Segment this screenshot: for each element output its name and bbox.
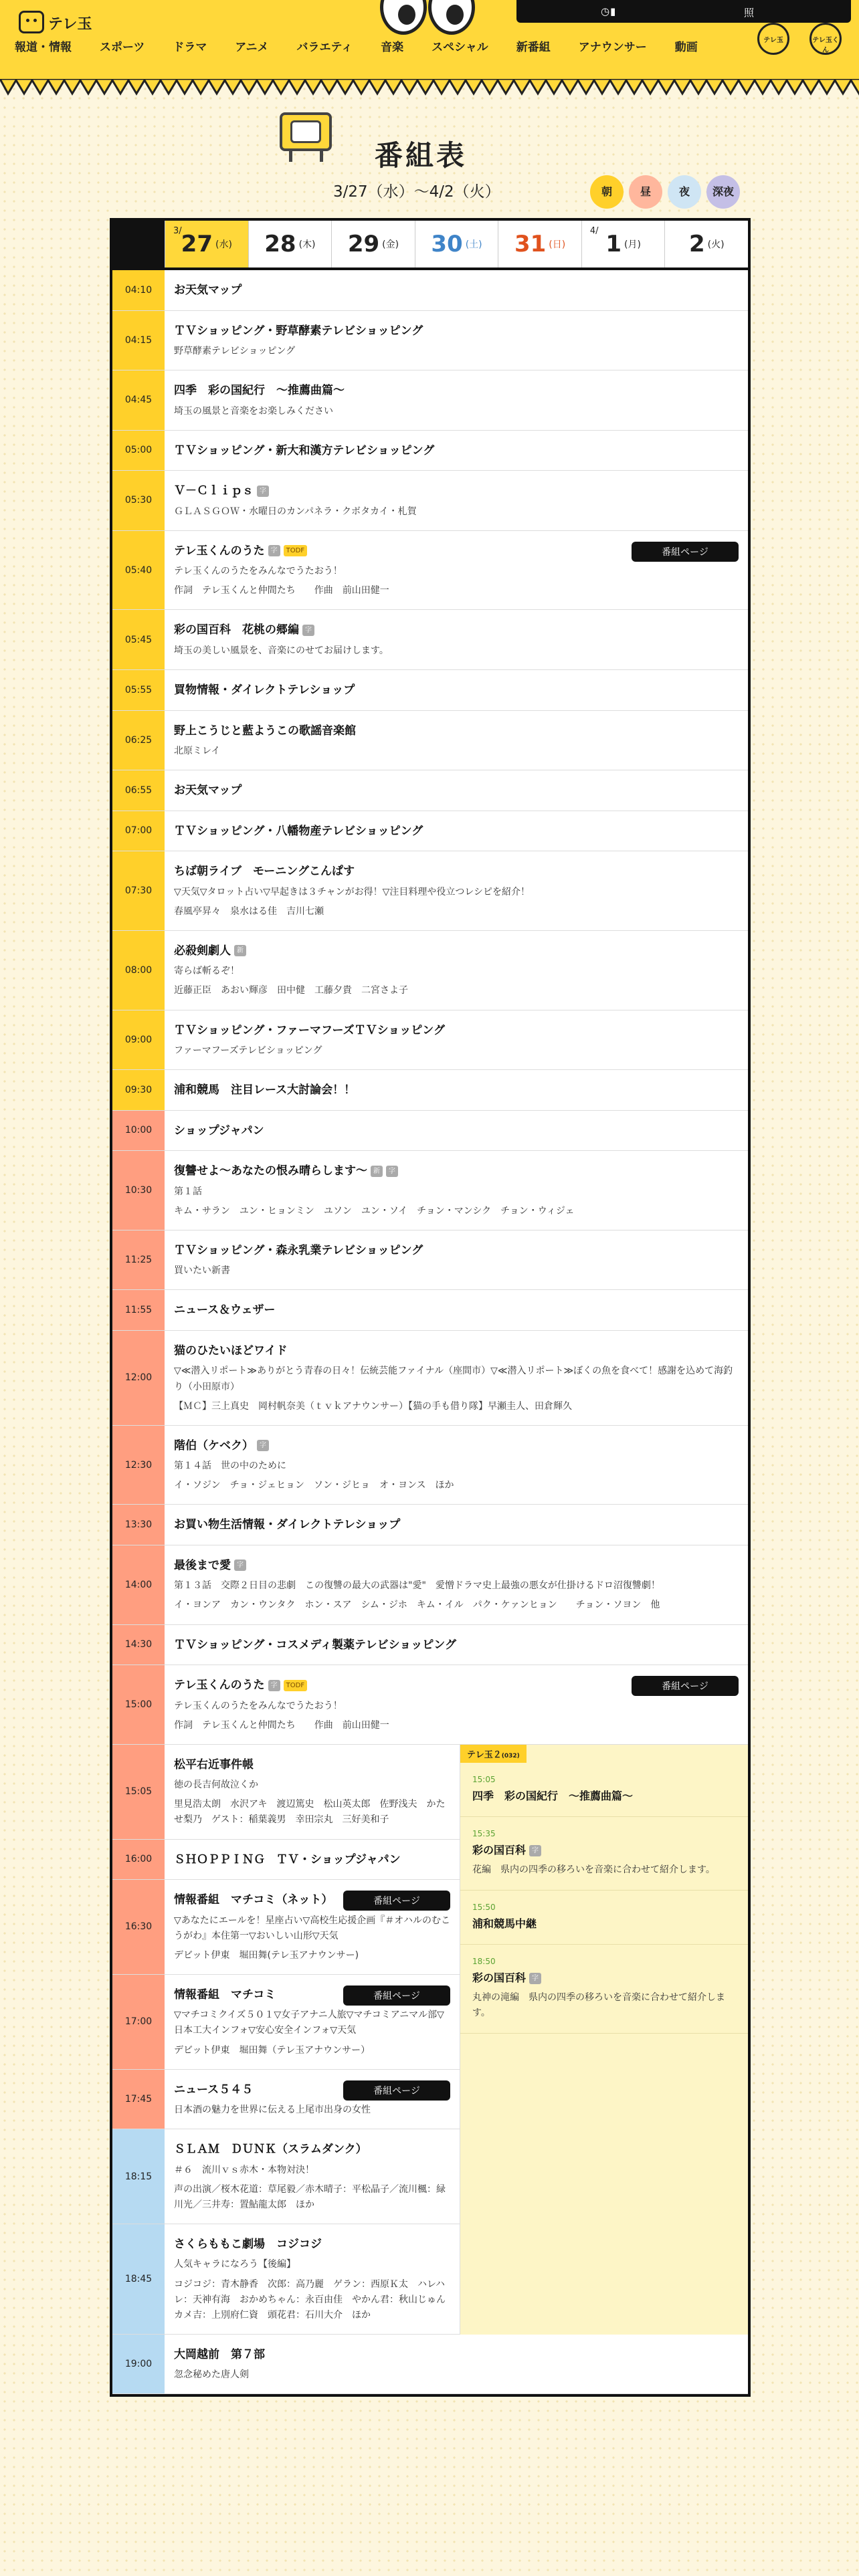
main-channel-column [112, 1745, 460, 2335]
program-row [112, 1665, 748, 1745]
program-title[interactable]: Ｖ－Ｃｌｉｐｓ 字 [174, 483, 739, 500]
program-row [112, 471, 748, 531]
nav-item[interactable]: 新番組 [516, 41, 551, 54]
program-cell[interactable] [165, 1505, 748, 1545]
tele2-header: テレ玉２(032) [460, 1745, 527, 1763]
teletama-round-link[interactable]: テレ玉 [757, 23, 789, 55]
program-title[interactable]: お買い物生活情報・ダイレクトテレショップ [174, 1518, 401, 1532]
program-row [112, 1426, 748, 1505]
program-desc: 近藤正臣 あおい輝彦 田中健 工藤夕貴 二宮さよ子 [174, 985, 408, 996]
program-time: 10:30 [112, 1151, 165, 1230]
program-row [112, 1230, 748, 1291]
tele2-title[interactable]: 彩の国百科 字 [472, 1842, 736, 1858]
nav-item[interactable]: 動画 [674, 41, 698, 54]
program-cell[interactable] [165, 531, 748, 610]
program-desc: 春風亭昇々 泉水はる佳 吉川七瀬 [174, 905, 324, 917]
program-row [112, 1840, 460, 1881]
program-badge: TODF [284, 1680, 307, 1691]
tele2-time: 15:35 [472, 1828, 496, 1838]
program-cell[interactable] [165, 1975, 460, 2069]
program-cell[interactable] [165, 811, 748, 851]
program-time: 18:45 [112, 2224, 165, 2334]
tele2-time: 15:50 [472, 1902, 496, 1912]
day-number: 30 [431, 231, 463, 257]
day-selector [112, 221, 748, 270]
program-row [112, 2129, 460, 2224]
program-cell[interactable] [165, 1151, 748, 1230]
program-badge: 字 [268, 1680, 280, 1691]
program-time: 19:00 [112, 2335, 165, 2394]
program-desc: 北原ミレイ [174, 746, 221, 757]
program-time: 08:00 [112, 931, 165, 1010]
split-section [112, 1745, 748, 2335]
program-cell[interactable] [165, 1070, 748, 1110]
day-number: 2 [688, 231, 705, 257]
program-cell[interactable] [165, 1545, 748, 1624]
program-page-button[interactable]: 番組ページ [632, 1676, 739, 1696]
site-logo[interactable] [19, 11, 92, 33]
tele2-desc: 丸神の滝編 県内の四季の移ろいを音楽に合わせて紹介します。 [472, 1992, 725, 2018]
program-cell[interactable] [165, 471, 748, 530]
day-tab[interactable] [415, 221, 498, 267]
program-list [112, 270, 748, 1745]
program-title[interactable]: ＴＶショッピング・ファーマフーズＴＶショッピング [174, 1023, 445, 1037]
program-time: 04:10 [112, 270, 165, 310]
program-row [112, 1010, 748, 1071]
day-weekday: (水) [215, 239, 232, 250]
program-title[interactable]: 野上こうじと藍ようこの歌謡音楽館 [174, 724, 356, 738]
program-row [112, 851, 748, 931]
weather-text: 照 [744, 7, 755, 19]
program-row [112, 610, 748, 670]
program-cell[interactable] [165, 770, 748, 811]
program-title[interactable]: 復讐せよ～あなたの恨み晴らします～ 新 字 [174, 1163, 739, 1180]
program-time: 05:45 [112, 610, 165, 669]
day-weekday: (木) [298, 239, 316, 250]
program-time: 13:30 [112, 1505, 165, 1545]
program-time: 11:55 [112, 1290, 165, 1330]
program-cell[interactable] [165, 311, 748, 370]
program-row [112, 270, 748, 311]
nav-item[interactable]: スペシャル [432, 41, 488, 54]
program-cell[interactable] [165, 1331, 748, 1425]
program-title[interactable]: 大岡越前 第７部 [174, 2347, 265, 2361]
program-time: 09:00 [112, 1010, 165, 1070]
program-row [112, 1290, 748, 1331]
program-row [112, 1625, 748, 1666]
tv-mascot-icon [280, 112, 333, 165]
program-title[interactable]: テレ玉くんのうた 字 TODF [174, 1677, 739, 1695]
program-title[interactable]: お天気マップ [174, 784, 242, 798]
program-title[interactable]: ちば朝ライブ モーニングこんぱす [174, 865, 355, 879]
program-badge: 字 [302, 625, 314, 636]
day-weekday: (土) [465, 239, 482, 250]
program-desc: ▽マチコミクイズ５０１▽女子アナニ人旅▽マチコミアニマル部▽日本工大インフォ▽安心安全インフォ▽天気 [174, 2010, 444, 2036]
date-range: 3/27（水）～4/2（火） [333, 183, 500, 201]
program-row [112, 1745, 460, 1840]
nav-item[interactable]: ドラマ [173, 41, 207, 54]
program-desc: ＧＬＡＳＧＯＷ・水曜日のカンパネラ・クボタカイ・札賀 [174, 506, 417, 517]
program-time: 04:15 [112, 311, 165, 370]
program-title[interactable]: ニュース＆ウェザー [174, 1303, 276, 1317]
header-zigzag [0, 79, 859, 102]
program-desc: 声の出演／桜木花道：草尾毅／赤木晴子：平松晶子／流川楓：緑川光／三井寿：置鮎龍太郎 ほか [174, 2183, 446, 2210]
day-tab[interactable] [331, 221, 415, 267]
program-row [112, 311, 748, 371]
program-desc: ＃６ 流川ｖｓ赤木・本物対決！ [174, 2164, 314, 2175]
tele2-title[interactable]: 浦和競馬中継 [472, 1917, 537, 1930]
program-time: 10:00 [112, 1111, 165, 1151]
program-desc: 第１４話 世の中のために [174, 1461, 286, 1472]
program-title[interactable]: ショップジャパン [174, 1123, 264, 1138]
program-time: 16:00 [112, 1840, 165, 1880]
program-desc: 里見浩太朗 水沢アキ 渡辺篤史 松山英太郎 佐野浅夫 かたせ梨乃 ゲスト：稲葉義男 幸田宗丸 三好美和子 [174, 1799, 446, 1826]
program-desc: テレ玉くんのうたをみんなでうたおう！ [174, 566, 343, 577]
site-header [0, 0, 859, 79]
program-desc: 作詞 テレ玉くんと仲間たち 作曲 前山田健一 [174, 1719, 389, 1731]
clock-icon: ◷ [601, 5, 610, 17]
program-cell[interactable] [165, 711, 748, 770]
day-weekday: (金) [382, 239, 399, 250]
program-time: 17:00 [112, 1975, 165, 2069]
program-title[interactable]: ＳＨＯＰＰＩＮＧ ＴＶ・ショップジャパン [174, 1852, 401, 1866]
program-row [112, 2224, 460, 2335]
program-badge: 字 [529, 1973, 541, 1984]
program-page-button[interactable]: 番組ページ [343, 2080, 450, 2101]
day-weekday: (火) [707, 239, 725, 250]
program-desc: 日本酒の魅力を世界に伝える上尾市出身の女性 [174, 2105, 371, 2116]
program-title[interactable]: ＴＶショッピング・八幡物産テレビショッピング [174, 824, 423, 838]
program-cell[interactable] [165, 431, 748, 471]
program-desc: デビット伊東 堀田舞（テレ玉アナウンサー） [174, 2044, 371, 2056]
program-cell[interactable] [165, 270, 748, 310]
program-desc: 【ＭＣ】三上真史 岡村帆奈美（ｔｖｋアナウンサー）【猫の手も借り隊】早瀬圭人、田倉輝久 [174, 1400, 572, 1412]
main-nav [15, 37, 726, 54]
program-desc: ▽天気▽タロット占い▽早起きは３チャンがお得！▽注目料理や役立つレシピを紹介！ [174, 886, 531, 897]
day-tab[interactable] [664, 221, 748, 267]
mascot-eyes [375, 0, 475, 40]
program-cell[interactable] [165, 1665, 748, 1744]
program-title[interactable]: 松平右近事件帳 [174, 1757, 254, 1772]
program-row [112, 1111, 748, 1152]
nav-item[interactable]: アニメ [235, 41, 269, 54]
program-desc: 作詞 テレ玉くんと仲間たち 作曲 前山田健一 [174, 585, 389, 597]
program-cell[interactable] [165, 1111, 748, 1151]
program-time: 12:00 [112, 1331, 165, 1425]
program-desc: テレ玉くんのうたをみんなでうたおう！ [174, 1700, 343, 1711]
day-weekday: (月) [624, 239, 641, 250]
logo-text: テレ玉 [48, 16, 92, 33]
program-title[interactable]: 浦和競馬 注目レース大討論会！！ [174, 1083, 356, 1097]
program-time: 11:25 [112, 1230, 165, 1290]
day-tab[interactable] [248, 221, 332, 267]
program-time: 04:45 [112, 370, 165, 430]
program-row [112, 711, 748, 771]
day-weekday: (日) [549, 239, 566, 250]
program-desc: デビット伊東 堀田舞(テレ玉アナウンサー) [174, 1949, 359, 1961]
program-desc: 寄らば斬るぞ！ [174, 966, 240, 977]
page-title: 番組表 [375, 139, 468, 172]
program-desc: 人気キャラになろう【後編】 [174, 2259, 296, 2270]
time-button[interactable]: 夜 [668, 175, 701, 209]
program-time: 12:30 [112, 1426, 165, 1505]
program-time: 15:00 [112, 1665, 165, 1744]
tele2-program[interactable] [460, 1891, 748, 1945]
program-row [112, 1331, 748, 1426]
program-title[interactable]: 彩の国百科 花桃の郷編 字 [174, 622, 739, 639]
program-time: 05:40 [112, 531, 165, 610]
program-row [112, 1070, 748, 1111]
nav-item[interactable]: 音楽 [381, 41, 404, 54]
program-row [112, 370, 748, 431]
program-cell[interactable] [165, 851, 748, 930]
program-title[interactable]: 最後まで愛 字 [174, 1558, 739, 1575]
program-time: 05:55 [112, 670, 165, 710]
program-cell[interactable] [165, 1290, 748, 1330]
day-tab[interactable] [165, 221, 248, 267]
program-time: 07:30 [112, 851, 165, 930]
program-time: 05:30 [112, 471, 165, 530]
mascot-right-eye-icon [428, 0, 475, 35]
tele2-column [460, 1745, 748, 2335]
top-utility-bar [516, 0, 851, 23]
tele2-title[interactable]: 彩の国百科 字 [472, 1970, 736, 1986]
day-tab[interactable] [581, 221, 665, 267]
program-cell[interactable] [165, 370, 748, 430]
nav-item[interactable]: 報道・情報 [15, 41, 72, 54]
program-badge: 字 [257, 1440, 269, 1451]
day-number: 1 [605, 231, 622, 257]
program-badge: 新 [371, 1166, 383, 1177]
program-desc: 埼玉の風景と音楽をお楽しみください [174, 405, 333, 417]
day-number: 27 [181, 231, 213, 257]
program-cell[interactable] [165, 610, 748, 669]
nav-item[interactable]: バラエティ [296, 41, 353, 54]
program-row [112, 531, 748, 611]
program-time: 18:15 [112, 2129, 165, 2224]
tele2-program[interactable] [460, 1763, 748, 1817]
program-title[interactable]: ＴＶショッピング・新大和漢方テレビショッピング [174, 443, 435, 457]
teletama-kun-round-link[interactable]: テレ玉くん [809, 23, 842, 55]
program-cell[interactable] [165, 2335, 748, 2394]
program-cell[interactable] [165, 670, 748, 710]
program-cell[interactable] [165, 2129, 460, 2224]
tele2-desc: 花編 県内の四季の移ろいを音楽に合わせて紹介します。 [472, 1864, 715, 1875]
program-desc: 徳の長吉何故泣くか [174, 1780, 258, 1791]
program-desc: 第１３話 交際２日目の悲劇 この復讐の最大の武器は"愛" 愛憎ドラマ史上最強の悪女が仕掛けるドロ沼復讐劇！ [174, 1580, 660, 1592]
mascot-left-eye-icon [380, 0, 427, 35]
day-number: 31 [514, 231, 547, 257]
program-title[interactable]: ＳＬＡＭ ＤＵＮＫ（スラムダンク） [174, 2143, 367, 2157]
time-button[interactable]: 朝 [590, 175, 624, 209]
program-badge: 字 [386, 1166, 398, 1177]
nav-item[interactable]: スポーツ [100, 41, 145, 54]
program-desc: ▽あなたにエールを！星座占い▽高校生応援企画『＃オハルのむこうがわ』本住第一▽おいしい山形▽天気 [174, 1915, 450, 1941]
program-badge: 字 [257, 486, 269, 497]
program-cell[interactable] [165, 1625, 748, 1665]
program-title[interactable]: 四季 彩の国紀行 ～推薦曲篇～ [174, 384, 345, 398]
program-title[interactable]: お天気マップ [174, 284, 242, 297]
program-desc: 埼玉の美しい風景を、音楽にのせてお届けします。 [174, 645, 389, 656]
program-row [112, 2070, 460, 2130]
program-desc: 忽念秘めた唐人剣 [174, 2369, 249, 2381]
program-badge: 字 [529, 1845, 541, 1856]
program-title[interactable]: さくらももこ劇場 コジコジ [174, 2237, 322, 2251]
schedule-table [110, 218, 751, 2397]
program-row [112, 2335, 748, 2395]
day-number: 29 [347, 231, 380, 257]
program-cell[interactable] [165, 1426, 748, 1505]
program-title[interactable]: 必殺剣劇人 新 [174, 943, 739, 960]
program-page-button[interactable]: 番組ページ [343, 1891, 450, 1911]
program-desc: コジコジ：青木静香 次郎：高乃麗 ゲラン：西原Ｋ太 ハレハレ：天神有海 おかめちゃん：永百由佳 やかん君：秋山じゅん カメ吉：上別府仁資 頭花君：石川大介 ほか [174, 2278, 455, 2321]
program-row [112, 1545, 748, 1625]
program-row [112, 1151, 748, 1230]
program-time: 05:00 [112, 431, 165, 471]
program-title[interactable]: ＴＶショッピング・コスメディ製薬テレビショッピング [174, 1638, 456, 1652]
program-badge: 字 [234, 1560, 246, 1571]
program-desc: 買いたい新書 [174, 1265, 230, 1277]
program-time: 17:45 [112, 2070, 165, 2129]
program-title[interactable]: 階伯（ケベク） 字 [174, 1438, 739, 1455]
program-badge: 新 [234, 945, 246, 956]
day-number: 28 [264, 231, 296, 257]
day-month: 4/ [589, 226, 599, 236]
tele2-title[interactable]: 四季 彩の国紀行 ～推薦曲篇～ [472, 1789, 634, 1802]
program-title[interactable]: ＴＶショッピング・野草酵素テレビショッピング [174, 324, 423, 338]
program-page-button[interactable]: 番組ページ [632, 542, 739, 562]
program-desc: 第１話 [174, 1186, 202, 1197]
day-tab[interactable] [498, 221, 581, 267]
program-desc: イ・ヨンア カン・ウンタク ホン・スア シム・ジホ キム・イル パク・ケァンヒョン チョン・ソヨン 他 [174, 1600, 660, 1611]
program-row [112, 1975, 460, 2070]
tele2-time: 15:05 [472, 1774, 496, 1784]
program-badge: TODF [284, 545, 307, 556]
program-desc: ファーマフーズテレビショッピング [174, 1045, 322, 1057]
logo-tv-icon [19, 11, 44, 33]
nav-item[interactable]: アナウンサー [578, 41, 647, 54]
program-desc: 野草酵素テレビショッピング [174, 346, 296, 356]
program-desc: ▽≪潜入リポート≫ありがとう青春の日々！伝統芸能ファイナル（座間市）▽≪潜入リポート≫ぼくの魚を食べて！感謝を込めて海釣り（小田原市） [174, 1366, 733, 1392]
day-month: 3/ [173, 226, 182, 236]
program-cell[interactable] [165, 1840, 460, 1880]
program-row [112, 431, 748, 471]
program-title[interactable]: ニュース５４５ [174, 2082, 254, 2097]
program-row [112, 931, 748, 1010]
program-time: 16:30 [112, 1880, 165, 1974]
program-title[interactable]: 情報番組 マチコミ（ネット） [174, 1893, 333, 1907]
program-cell[interactable] [165, 1880, 460, 1974]
program-row [112, 811, 748, 852]
program-cell[interactable] [165, 1230, 748, 1290]
program-cell[interactable] [165, 1745, 460, 1839]
program-cell[interactable] [165, 1010, 748, 1070]
program-title[interactable]: 情報番組 マチコミ [174, 1988, 276, 2002]
tele2-time: 18:50 [472, 1956, 496, 1966]
program-cell[interactable] [165, 2224, 460, 2334]
program-time: 06:25 [112, 711, 165, 770]
program-desc: キム・サラン ユン・ヒョンミン ユソン ユン・ソイ チョン・マンシク チョン・ウィジェ [174, 1205, 575, 1216]
program-time: 14:00 [112, 1545, 165, 1624]
program-title[interactable]: ＴＶショッピング・森永乳業テレビショッピング [174, 1243, 423, 1257]
time-button[interactable]: 昼 [629, 175, 662, 209]
info-icon: ▮ [610, 5, 616, 17]
program-list-tail [112, 2335, 748, 2395]
program-badge: 字 [268, 545, 280, 556]
program-title[interactable]: 買物情報・ダイレクトテレショップ [174, 683, 355, 697]
program-row [112, 770, 748, 811]
tele2-program[interactable] [460, 1945, 748, 2034]
time-button[interactable]: 深夜 [706, 175, 740, 209]
program-row [112, 1880, 460, 1975]
program-time: 06:55 [112, 770, 165, 811]
program-title[interactable]: テレ玉くんのうた 字 TODF [174, 543, 739, 560]
program-page-button[interactable]: 番組ページ [343, 1985, 450, 2006]
program-row [112, 670, 748, 711]
program-time: 15:05 [112, 1745, 165, 1839]
program-desc: イ・ソジン チョ・ジェヒョン ソン・ジヒョ オ・ヨンス ほか [174, 1480, 454, 1491]
program-cell[interactable] [165, 2070, 460, 2129]
program-time: 14:30 [112, 1625, 165, 1665]
program-cell[interactable] [165, 931, 748, 1010]
tele2-program[interactable] [460, 1817, 748, 1891]
program-time: 09:30 [112, 1070, 165, 1110]
program-time: 07:00 [112, 811, 165, 851]
program-row [112, 1505, 748, 1545]
program-title[interactable]: 猫のひたいほどワイド [174, 1344, 288, 1358]
